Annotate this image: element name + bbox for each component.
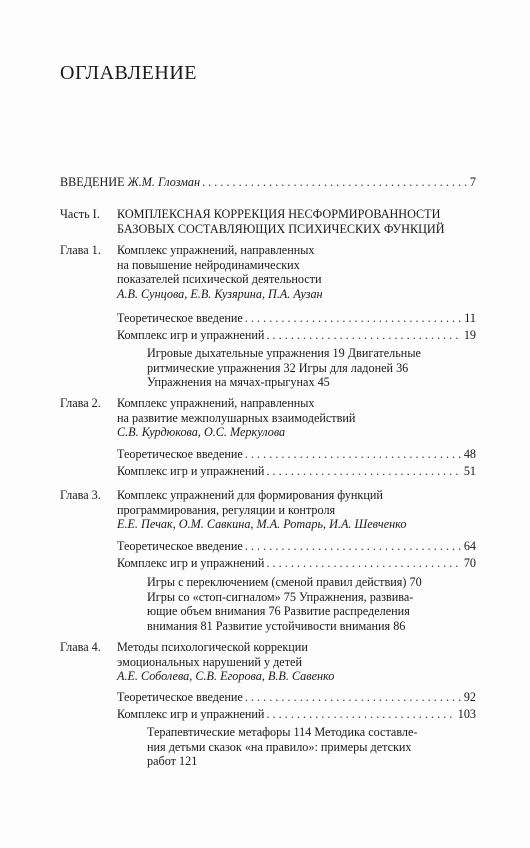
chapter-title-line: Методы психологической коррекции: [117, 640, 308, 654]
entry-page-number: 64: [463, 539, 476, 553]
entry-page-number: 70: [463, 556, 476, 570]
page-title: ОГЛАВЛЕНИЕ: [60, 62, 197, 85]
chapter-title-line: Комплекс упражнений, направленных: [117, 243, 315, 257]
entry-label: Теоретическое введение: [117, 539, 243, 553]
part-title-line: БАЗОВЫХ СОСТАВЛЯЮЩИХ ПСИХИЧЕСКИХ ФУНКЦИЙ: [117, 221, 445, 236]
leader-dots: [245, 311, 462, 326]
toc-entry-exercises[interactable]: [117, 464, 476, 479]
entry-label: Комплекс игр и упражнений: [117, 464, 265, 478]
chapter-label: Глава 4.: [60, 640, 101, 654]
toc-entry-exercises[interactable]: [117, 556, 476, 571]
chapter-authors: А.Е. Соболева, С.В. Егорова, В.В. Савенко: [117, 669, 335, 684]
leader-dots: [266, 556, 461, 571]
entry-label: Комплекс игр и упражнений: [117, 328, 265, 342]
topics-line: Игры с переключением (сменой правил действия) 70: [147, 575, 422, 589]
topics-line: Терапевтические метафоры 114 Методика составле-: [147, 725, 418, 739]
chapter-authors: С.В. Курдюкова, О.С. Меркулова: [117, 425, 286, 440]
chapter-title-line: показателей психической деятельности: [117, 272, 322, 287]
leader-dots: [202, 175, 468, 190]
chapter-title-line: программирования, регуляции и контроля: [117, 502, 336, 517]
chapter-title-line: на развитие межполушарных взаимодействий: [117, 410, 356, 425]
chapter-topics: [147, 575, 447, 633]
topics-line: ния детьми сказок «на правило»: примеры детских: [147, 739, 412, 754]
toc-entry-theory[interactable]: [117, 311, 476, 326]
entry-page-number: 11: [464, 311, 476, 325]
chapter-title-line: Комплекс упражнений для формирования функций: [117, 488, 383, 502]
topics-line: Игры со «стоп-сигналом» 75 Упражнения, развива-: [147, 589, 414, 604]
topics-line: ющие объем внимания 76 Развитие распределения: [147, 604, 410, 619]
toc-entry-exercises[interactable]: [117, 707, 476, 722]
topics-line: Упражнения на мячах-прыгунах 45: [147, 375, 330, 390]
leader-dots: [266, 707, 455, 722]
entry-label: Теоретическое введение: [117, 311, 243, 325]
entry-page-number: 92: [463, 690, 476, 704]
intro-author: Ж.М. Глозман: [127, 175, 201, 189]
topics-line: внимания 81 Развитие устойчивости внимания 86: [147, 618, 406, 633]
toc-entry-theory[interactable]: [117, 539, 476, 554]
chapter-authors: Е.Е. Печак, О.М. Савкина, М.А. Ротарь, И.А. Шевченко: [117, 517, 407, 532]
part-label: Часть I.: [60, 207, 100, 221]
leader-dots: [266, 464, 461, 479]
entry-page-number: 48: [463, 447, 476, 461]
chapter-topics: [147, 346, 447, 390]
chapter-label: Глава 2.: [60, 396, 101, 410]
intro-page-number: 7: [469, 175, 476, 189]
leader-dots: [266, 328, 461, 343]
toc-entry-theory[interactable]: [117, 447, 476, 462]
topics-line: работ 121: [147, 754, 198, 769]
leader-dots: [245, 539, 462, 554]
leader-dots: [245, 447, 462, 462]
entry-label: Теоретическое введение: [117, 690, 243, 704]
chapter-title-line: на повышение нейродинамических: [117, 257, 300, 272]
topics-line: ритмические упражнения 32 Игры для ладоней 36: [147, 360, 409, 375]
chapter-authors: А.В. Сунцова, Е.В. Кузярина, П.А. Аузан: [117, 286, 323, 301]
toc-entry-exercises[interactable]: [117, 328, 476, 343]
chapter-label: Глава 3.: [60, 488, 101, 502]
chapter-topics: [147, 725, 447, 769]
leader-dots: [245, 690, 462, 705]
entry-page-number: 51: [463, 464, 476, 478]
chapter-label: Глава 1.: [60, 243, 101, 257]
intro-label: ВВЕДЕНИЕ: [60, 175, 125, 189]
entry-label: Комплекс игр и упражнений: [117, 556, 265, 570]
entry-label: Комплекс игр и упражнений: [117, 707, 265, 721]
topics-line: Игровые дыхательные упражнения 19 Двигательные: [147, 346, 421, 360]
toc-entry-introduction[interactable]: [60, 175, 476, 190]
chapter-title-line: Комплекс упражнений, направленных: [117, 396, 315, 410]
toc-entry-theory[interactable]: [117, 690, 476, 705]
part-title-line: КОМПЛЕКСНАЯ КОРРЕКЦИЯ НЕСФОРМИРОВАННОСТИ: [117, 207, 441, 221]
entry-label: Теоретическое введение: [117, 447, 243, 461]
entry-page-number: 103: [457, 707, 476, 721]
chapter-title-line: эмоциональных нарушений у детей: [117, 654, 302, 669]
entry-page-number: 19: [463, 328, 476, 342]
